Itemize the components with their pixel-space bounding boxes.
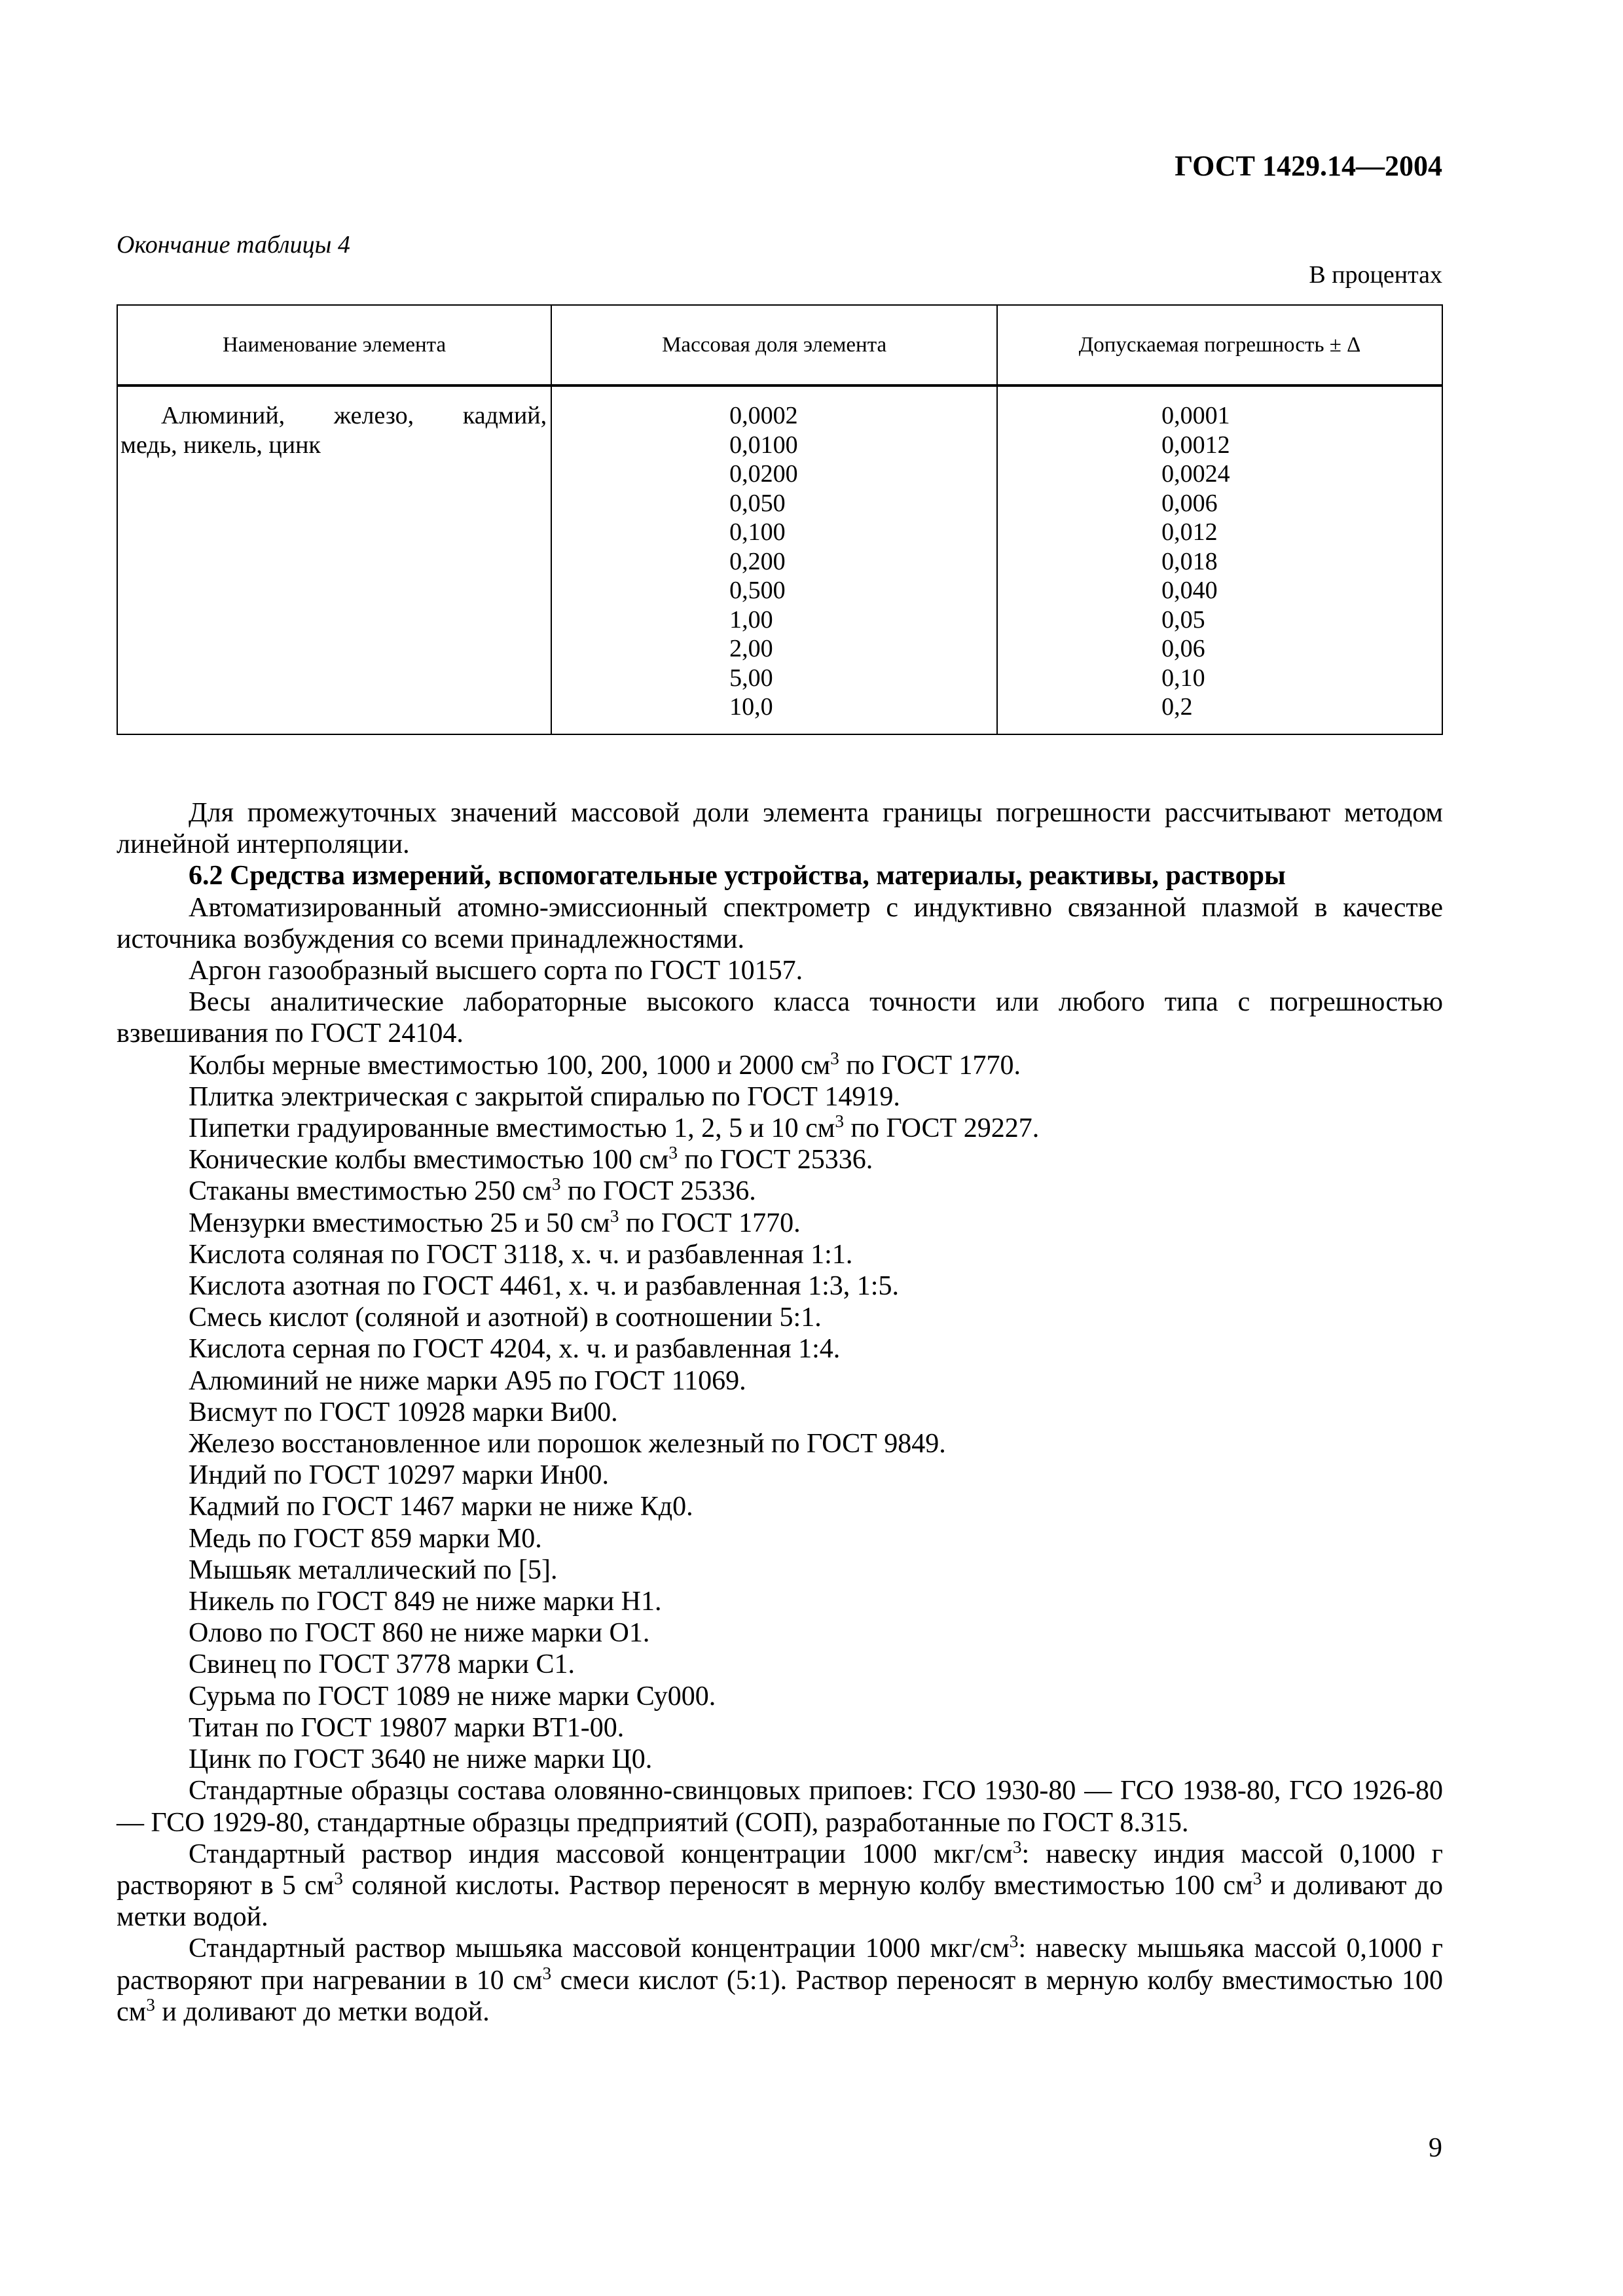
paragraph: Никель по ГОСТ 849 не ниже марки Н1.: [189, 1587, 662, 1617]
tolerance-value: 0,040: [1161, 577, 1218, 604]
tolerance-list: [1002, 401, 1438, 722]
paragraph: Кадмий по ГОСТ 1467 марки не ниже Кд0.: [189, 1492, 693, 1522]
element-name-line: медь, никель, цинк: [120, 431, 321, 459]
superscript: 3: [668, 1143, 678, 1163]
text-span: Пипетки градуированные вместимостью 1, 2, 5 и 10 см: [189, 1113, 835, 1144]
tolerance-cell: [997, 386, 1442, 734]
text-span: по ГОСТ 25336.: [678, 1145, 873, 1175]
tolerance-value: 0,0024: [1161, 460, 1230, 488]
superscript: 3: [830, 1048, 839, 1068]
paragraph: [117, 1933, 1443, 2028]
paragraph: Свинец по ГОСТ 3778 марки С1.: [189, 1649, 575, 1680]
paragraph: [117, 1050, 1443, 1081]
superscript: 3: [334, 1868, 343, 1888]
mass-fraction-value: 1,00: [729, 605, 773, 634]
mass-fraction-value: 0,100: [729, 518, 786, 546]
element-name-line: Алюминий, железо, кадмий,: [161, 402, 547, 429]
paragraph: Кислота серная по ГОСТ 4204, х. ч. и разбавленная 1:4.: [189, 1334, 841, 1365]
text-span: по ГОСТ 25336.: [560, 1176, 756, 1207]
text-span: : навеску индия массой 0,1000 г растворяют в 5 см: [117, 1839, 1443, 1901]
paragraph: [117, 1113, 1443, 1144]
paragraph: [117, 1839, 1443, 1933]
paragraph: Кислота соляная по ГОСТ 3118, х. ч. и разбавленная 1:1.: [189, 1239, 853, 1270]
mass-fraction-value: 0,500: [729, 577, 786, 604]
table-unit-label: В процентах: [1309, 261, 1442, 289]
tolerance-value: 0,05: [1161, 605, 1205, 634]
text-span: и доливают до метки водой.: [155, 1996, 490, 2027]
document-id: ГОСТ 1429.14—2004: [1175, 150, 1442, 182]
body-text: [117, 797, 1443, 2028]
paragraph: Стандартные образцы состава оловянно-свинцовых припоев: ГСО 1930-80 — ГСО 1938-80, ГСО 1926-80— ГСО 1929-80, стандартные образцы предприятий (СОП), разработанные по ГОСТ 8.315.: [117, 1776, 1443, 1838]
text-span: : навеску мышьяка массой 0,1000 г растворяют при нагревании в 10 см: [117, 1933, 1443, 1996]
paragraph: Титан по ГОСТ 19807 марки ВТ1-00.: [189, 1712, 625, 1743]
tolerance-value: 0,0001: [1161, 402, 1230, 429]
column-header-tolerance: Допускаемая погрешность ± Δ: [997, 305, 1442, 386]
mass-fraction-value: 10,0: [729, 693, 773, 721]
superscript: 3: [1009, 1931, 1019, 1952]
element-name-cell: [117, 386, 551, 734]
paragraph: [117, 1144, 1443, 1175]
text-span: Колбы мерные вместимостью 100, 200, 1000 и 2000 см: [189, 1050, 831, 1081]
paragraph: Автоматизированный атомно-эмиссионный спектрометр с индуктивно связанной плазмой в качестве источника возбуждения со всеми принадлежностями.: [117, 892, 1443, 954]
paragraph: Олово по ГОСТ 860 не ниже марки О1.: [189, 1618, 650, 1649]
superscript: 3: [542, 1963, 552, 1983]
text-span: смеси кислот (5:1). Раствор переносят в мерную колбу вместимостью 100 см: [117, 1965, 1443, 2027]
mass-fraction-value: 2,00: [729, 635, 773, 662]
section-heading: 6.2 Средства измерений, вспомогательные устройства, материалы, реактивы, растворы: [189, 861, 1286, 891]
paragraph: Медь по ГОСТ 859 марки М0.: [189, 1523, 542, 1554]
tolerance-value: 0,06: [1161, 635, 1205, 662]
paragraph: Цинк по ГОСТ 3640 не ниже марки Ц0.: [189, 1744, 653, 1775]
mass-fraction-value: 0,0002: [729, 402, 798, 429]
page-number: 9: [1429, 2133, 1442, 2163]
text-span: Конические колбы вместимостью 100 см: [189, 1145, 669, 1175]
text-span: по ГОСТ 1770.: [839, 1050, 1021, 1081]
table-row: [117, 386, 1442, 734]
tolerance-value: 0,012: [1161, 518, 1218, 546]
tolerance-value: 0,018: [1161, 547, 1218, 575]
mass-fraction-value: 5,00: [729, 664, 773, 692]
mass-fraction-value: 0,0200: [729, 460, 798, 488]
text-span: Мензурки вместимостью 25 и 50 см: [189, 1208, 610, 1238]
text-span: Стандартный раствор мышьяка массовой концентрации 1000 мкг/см: [189, 1933, 1010, 1964]
tolerance-table: [117, 304, 1443, 735]
text-span: Стаканы вместимостью 250 см: [189, 1176, 552, 1207]
paragraph: Смесь кислот (соляной и азотной) в соотношении 5:1.: [189, 1302, 822, 1333]
column-header-element: Наименование элемента: [117, 305, 551, 386]
mass-fraction-value: 0,200: [729, 547, 786, 575]
paragraph: Аргон газообразный высшего сорта по ГОСТ 10157.: [189, 956, 803, 986]
text-span: по ГОСТ 1770.: [619, 1208, 801, 1238]
tolerance-value: 0,006: [1161, 489, 1218, 517]
superscript: 3: [610, 1206, 619, 1226]
text-span: и доливают до метки водой.: [117, 1870, 1443, 1933]
paragraph: Плитка электрическая с закрытой спиралью по ГОСТ 14919.: [189, 1081, 900, 1112]
text-span: Стандартный раствор индия массовой концентрации 1000 мкг/см: [189, 1839, 1013, 1869]
paragraph: Мышьяк металлический по [5].: [189, 1554, 558, 1585]
tolerance-value: 0,2: [1161, 693, 1193, 721]
mass-fraction-value: 0,050: [729, 489, 786, 517]
superscript: 3: [1012, 1837, 1022, 1857]
text-span: соляной кислоты. Раствор переносят в мерную колбу вместимостью 100 см: [342, 1870, 1253, 1901]
paragraph: Для промежуточных значений массовой доли элемента границы погрешности рассчитывают методом линейной интерполяции.: [117, 798, 1443, 860]
tolerance-value: 0,10: [1161, 664, 1205, 692]
superscript: 3: [835, 1111, 844, 1132]
superscript: 3: [1252, 1868, 1262, 1888]
paragraph: Алюминий не ниже марки А95 по ГОСТ 11069.: [189, 1365, 746, 1396]
text-span: по ГОСТ 29227.: [843, 1113, 1040, 1144]
paragraph: Кислота азотная по ГОСТ 4461, х. ч. и разбавленная 1:3, 1:5.: [189, 1271, 899, 1302]
mass-fraction-value: 0,0100: [729, 431, 798, 459]
paragraph: Висмут по ГОСТ 10928 марки Ви00.: [189, 1397, 618, 1427]
mass-fraction-cell: [551, 386, 997, 734]
mass-fraction-list: [556, 401, 993, 722]
superscript: 3: [146, 1994, 155, 2015]
paragraph: Индий по ГОСТ 10297 марки Ин00.: [189, 1460, 609, 1491]
table-caption: Окончание таблицы 4: [117, 231, 350, 259]
table-header-row: [117, 305, 1442, 386]
paragraph: Железо восстановленное или порошок железный по ГОСТ 9849.: [189, 1429, 946, 1460]
paragraph: Сурьма по ГОСТ 1089 не ниже марки Су000.: [189, 1681, 716, 1712]
paragraph: [117, 1208, 1443, 1239]
tolerance-value: 0,0012: [1161, 431, 1230, 459]
paragraph: [117, 1175, 1443, 1207]
superscript: 3: [551, 1174, 561, 1194]
paragraph: Весы аналитические лабораторные высокого класса точности или любого типа с погрешностью взвешивания по ГОСТ 24104.: [117, 987, 1443, 1049]
column-header-mass-fraction: Массовая доля элемента: [551, 305, 997, 386]
